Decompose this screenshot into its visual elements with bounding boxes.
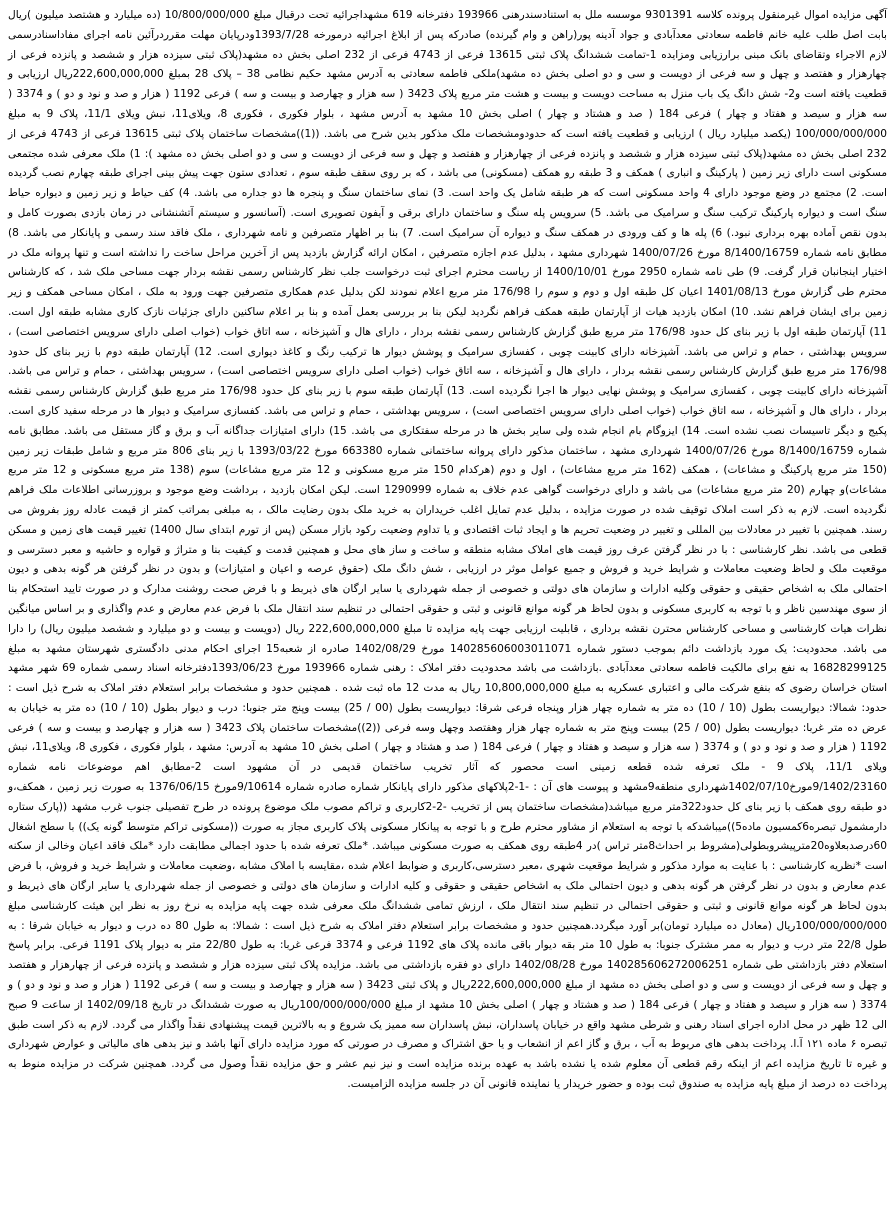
notice-body-text: آگهی مزایده اموال غیرمنقول پرونده کلاسه 9301391 موسسه ملل به استنادسندرهنی 193966 دفترخانه 619 مشهداجرائیه تحت درقبال مبلغ 10/800/000/000 (ده میلیارد و هشتصد میلیون )ریال بابت اصل طلب علیه خانم فاطمه سعادتی معدآبادی و جواد آدینه پور(راهن و وام گیرنده) صادرکه پس از ابلاغ اجرائیه درمورخه 1393/7/28ودرپایان مهلت مقرردرآئین نامه اجرای مفاداسنادرسمی لازم الاجراء وتقاضای بانک مبنی برارزیابی ومزایده 1-تمامت ششدانگ پلاک ثبتی 13615 فرعی از 4743 فرعی از 232 اصلی بخش ده مشهد(پلاک ثبتی سیزده هزار و ششصد و پانزده فرعی از چهارهزار و هفتصد و چهل و سه فرعی از دویست و سی و دو اصلی بخش ده مشهد)ملکی فاطمه سعادتی به آدرس مشهد حکیم نظامی 38 – پلاک 28 بمبلغ 222,600,000,000ریال ارزیابی و قطعیت یافته است و2- شش دانگ یک باب منزل به مساحت دویست و بیست و هشت متر مربع پلاک 3423 ( سه هزار و چهارصد و بیست و سه ) فرعی 1192 ( هزار و صد و نود و دو ) و 3374 ( سه هزار و سیصد و هفتاد و چهار ) فرعی 184 ( صد و هشتاد و چهار ) اصلی بخش 10 مشهد به آدرس مشهد ، بلوار فکوری ، فکوری 8، ویلای11، نبش ویلای 11/1، پلاک 9 به مبلغ 100/000/000/000 (یکصد میلیارد ریال ) ارزیابی و قطعیت یافته است که حدودومشخصات ملک مذکور بدین شرح می باشد. ((1))مشخصات ساختمان پلاک ثبتی 13615 فرعی از 4743 فرعی از 232 اصلی بخش ده مشهد(پلاک ثبتی سیزده هزار و ششصد و پانزده فرعی از چهارهزار و هفتصد و چهل و سه فرعی از دویست و سی و دو اصلی بخش ده مشهد ): 1) ملک معرفی شده مجتمعی مسکونی است دارای زیر زمین ( پارکینگ و انباری ) همکف و 3 طبقه رو همکف (مسکونی) می باشد ، که بر روی سقف طبقه سوم ، تعدادی ستون جهت پیش بینی اجرای طبقه چهارم نصب گردیده است. 2) مجتمع در وضع موجود دارای 4 واحد مسکونی است که هر طبقه شامل یک واحد است. 3) نمای ساختمان سنگ و پنجره ها دو جداره می باشد. 4) کف حیاط و زیر زمین و دیواره حیاط سنگ است و دیواره پارکینگ ترکیب سنگ و سرامیک می باشد. 5) سرویس پله سنگ و ساختمان دارای برقی و آیفون تصویری است. (آسانسور و سیستم آتشنشانی در زمان بازدی بصورت کامل و بدون نقص آماده بهره برداری نبود.) 6) پله ها و کف ورودی در همکف سنگ و دیواره آن سرامیک است. 7) بنا بر اظهار متصرفین و نامه شهرداری ، ملک فاقد سند رسمی و پایانکار می باشد. 8) مطابق نامه شماره 8/1400/16759 مورخ 1400/07/26 شهرداری مشهد ، بدلیل عدم اجازه متصرفین ، امکان ارائه گزارش بازدید پس از آخرین مراحل ساخت را نداشته است و تنها پروانه ملک در اختیار اینجانبان قرار گرفت. 9) طی نامه شماره 2950 مورخ 1400/10/01 از ریاست محترم اجرای ثبت درخواست جلب نظر کارشناس رسمی نقشه بردار جهت مساحی ملک شد ، که کارشناس محترم طی گزارش مورخ 1401/08/13 اعیان کل طبقه اول و دوم و سوم را 176/98 متر مربع اعلام نمودند لکن بدلیل عدم همکاری متصرفین جهت ورود به ملک ، امکان مساحی همکف و زیر زمین برای ایشان فراهم نشد. 10) امکان بازدید هیات از آپارتمان طبقه همکف فراهم نگردید لیکن بنا بر بررسی بعمل آمده و بنا بر اعلام ساکنین دارای جزئیات نازک کاری مشابه طبقه اول است. 11) آپارتمان طبقه اول با زیر بنای کل حدود 176/98 متر مربع طبق گزارش کارشناس رسمی نقشه بردار ، دارای هال و آشپزخانه ، سه اتاق خواب (خواب اصلی دارای سرویس اختصاصی است) ، سرویس بهداشتی ، حمام و تراس می باشد. آشپزخانه دارای کابینت چوبی ، کفسازی سرامیک و پوشش دیوار ها ترکیب رنگ و کاغذ دیواری است. 12) آپارتمان طبقه دوم با زیر بنای کل حدود 176/98 متر مربع طبق گزارش کارشناس رسمی نقشه بردار ، دارای هال و آشپزخانه ، سه اتاق خواب (خواب اصلی دارای سرویس اختصاصی است) ، سرویس بهداشتی ، حمام و تراس می باشد. آشپزخانه دارای کابینت چوبی ، کفسازی سرامیک و پوشش نهایی دیوار ها اجرا نگردیده است. 13) آپارتمان طبقه سوم با زیر بنای کل حدود 176/98 متر مربع طبق گزارش کارشناس رسمی نقشه بردار ، دارای هال و آشپزخانه ، سه اتاق خواب (خواب اصلی دارای سرویس اختصاصی است) ، سرویس بهداشتی ، حمام و تراس می باشد. کفسازی سرامیک و دیوار ها در مرحله سفید کاری است. پکیج و دیگر تاسیسات نصب نشده است. 14) ایزوگام بام انجام شده ولی سایر بخش ها در مرحله سفتکاری می باشد. 15) دارای امتیازات جداگانه آب و برق و گاز مستقل می باشد. مطابق نامه شماره 8/1400/16759 مورخ 1400/07/26 شهرداری مشهد ، ساختمان مذکور دارای پروانه ساختمانی شماره 663380 مورخ 1393/03/22 با زیر بنای 806 متر مربع و شامل طبقات زیر زمین (150 متر مربع پارکینگ و مشاعات) ، همکف (162 متر مربع مشاعات) ، اول و دوم (هرکدام 150 متر مربع مسکونی و 12 متر مربع مشاعات) سوم (138 متر مربع مسکونی و 12 متر مربع مشاعات)و چهارم (20 متر مربع مشاعات) می باشد و دارای درخواست گواهی عدم خلاف به شماره 1290999 است. لیکن امکان بازدید ، برداشت وضع موجود و بروزرسانی اطلاعات ملک فراهم نگردیده است. لازم به ذکر است املاک توقیف شده در صورت مزایده ، بدلیل عدم تمایل اغلب خریداران به خرید ملک بدون رضایت مالک ، به مبلغی بمراتب کمتر از قیمت عادله روز بفروش می رسند. همچنین با تغییر در معادلات بین المللی و تغییر در وضعیت تحریم ها و ایجاد ثبات اقتصادی و یا تداوم وضعیت رکود بازار مسکن (پس از تورم ابتدای سال 1400) تغییر قیمت های زمین و مسکن قطعی می باشد. نظر کارشناسی : با در نظر گرفتن عرف روز قیمت های املاک مشابه منطقه و ساخت و ساز های محل و همچنین قدمت و کیفیت بنا و متراژ و قواره و حاشیه و معبر دسترسی و موقعیت ملک و لحاظ وضعیت معاملات و شرایط خرید و فروش و جمیع عوامل موثر در ارزیابی ، شش دانگ ملک (حقوق عرصه و اعیان و امتیازات) و بدون در نظر گرفتن هر گونه بدهی و دیون احتمالی ملک به اشخاص حقیقی و حقوقی وکلیه ادارات و سازمان های دولتی و خصوصی از جمله شهرداری یا سایر ارگان های ذیربط و با فرض صحت روشنت مدارک و در صورت تایید استحکام بنا از سوی مهندسین ناظر و با توجه به کاربری مسکونی و بدون لحاظ هر گونه موانع قانونی و ثبتی و حقوقی احتمالی در تنظیم سند انتقال ملک با فرض عدم معارض و عدم واگذاری و بر اساس میانگین نظرات هیات کارشناسی و مساحی کارشناس محترن نقشه برداری ، قابلیت ارزیابی جهت پایه مزایده تا مبلغ 222,600,000,000 ریال (دویست و بیست و دو میلیارد و ششصد میلیون ریال) را دارا می باشد. محدودیت: یک مورد بازداشت دائم بموجب دستور شماره 140285606003011071 مورخ 1402/08/29 صادره از شعبه15 اجرای احکام مدنی دادگستری شهرستان مشهد به مبلغ 16828299125 به نفع برای مالکیت فاطمه سعادتی معدآبادی .بازداشت می باشد محدودیت دفتر املاک : رهنی شماره 193966 مورخ 1393/06/23دفترخانه اسناد رسمی شماره 69 شهر مشهد استان خراسان رضوی که بنفع شرکت مالی و اعتباری عسکریه به مبلغ 10,800,000,000 ریال به مدت 12 ماه ثبت شده . همچنین حدود و مشخصات برابر استعلام دفتر املاک به شرح ذیل است : حدود: شمالا: دیواریست بطول (10 / 10) ده متر به شماره چهار هزار وپنجاه فرعی شرقا: دیواریست بطول (00 / 25) بیست وپنج متر جنوبا: درب و دیوار بطول (10 / 10) ده متر به خیابان به عرض ده متر غربا: دیواریست بطول (00 / 25) بیست وپنج متر به شماره چهار هزار وهفتصد وچهل وسه فرعی ((2))مشخصات ساختمان پلاک 3423 ( سه هزار و چهارصد و بیست و سه ) فرعی 1192 ( هزار و صد و نود و دو ) و 3374 ( سه هزار و سیصد و هفتاد و چهار ) فرعی 184 ( صد و هشتاد و چهار ) اصلی بخش 10 مشهد به آدرس: مشهد ، بلوار فکوری ، فکوری 8، ویلای11، نبش ویلای 11/1، پلاک 9 - ملک تعرفه شده قطعه زمینی است محصور که آثار تخریب ساختمان قدیمی در آن مشهود است 2-مطابق اهم موضوعات نامه شماره 9/1402/23160مورخ1402/07/10شهرداری منطقه9مشهد و پیوست های آن : -1-2پلاکهای مذکور دارای پایانکار شماره صادره شماره 9/10614مورخ 1376/06/15 به صورت زیر زمین ، همکف،و دو طبقه روی همکف با زیر بنای کل حدود322متر مربع میباشد(مشخصات ساختمان پس از تخریب -2-2کاربری و تراکم مصوب ملک موضوع پرونده در طرح تفصیلی جنوب غرب مشهد ((پارک ستاره دارمشمول تبصره6کمسیون ماده5))میباشدکه با توجه به استعلام از مشاور محترم طرح و با توجه به پیانکار مسکونی پلاک کاربری مجاز به صورت ((مسکونی تراکم متوسط گونه یک)) با سطح اشغال 60درصدبعلاوه20مترپیشروبطولی(مشروط بر احداث8متر تراس )در 4طبقه روی همکف به صورت مسکونی میباشد. *ملک تعرفه شده با حدود اجمالی مطابقت دارد *ملک فاقد اعیان وخالی از سکنه است *نظریه کارشناسی : با عنایت به موارد مذکور و شرایط موقعیت شهری ،معبر دسترسی،کاربری و ضوابط اعلام شده ،مقایسه با املاک مشابه ،وضعیت معاملات و شرایط خرید و فروش، با فرض عدم معارض و بدون در نظر گرفتن هر گونه بدهی و دیون احتمالی ملک به اشخاص حقیقی و حقوقی و کلیه ادارات و سازمان های دولتی و خصوصی از جمله شهرداری یا سایر ارگان های ذیربط و بدون لحاظ هر گونه موانع قانونی و ثبتی و حقوقی احتمالی در تنظیم سند انتقال ملک ، ارزش تمامی ششدانگ ملک معرفی شده جهت پایه مزایده به نرخ روز به نظر این هیئت کارشناسی مبلغ 100/000/000/000ریال (معادل ده میلیارد تومان)بر آورد میگردد.همچنین حدود و مشخصات برابر استعلام دفتر املاک به شرح ذیل است : شمالا: به طول 80 ده درب و دیوار به خیابان شرقا : به طول 22/8 متر درب و دیوار به ممر مشترک جنوبا: به طول 10 متر بقه دیوار باقی مانده پلاک های 1192 فرعی و 3374 فرعی غربا: به طول 22/80 متر به دیوار پلاک 1191 فرعی. برابر پاسخ استعلام دفتر بازداشتی طی شماره 140285606272006251 مورخ 1402/08/28 دارای دو فقره بازداشتی می باشد. مزایده پلاک ثبتی سیزده هزار و ششصد و پانزده فرعی از چهارهزار و هفتصد و چهل و سه فرعی از دویست و سی و دو اصلی بخش ده مشهد از مبلغ 222,600,000,000ریال و پلاک ثبتی 3423 ( سه هزار و چهارصد و بیست و سه ) فرعی 1192 ( هزار و صد و نود و دو ) و 3374 ( سه هزار و سیصد و هفتاد و چهار ) فرعی 184 ( صد و هشتاد و چهار ) اصلی بخش 10 مشهد از مبلغ 100/000/000/000ریال به صورت ششدانگ در تاریخ 1402/09/18 از ساعت 9 صبح الی 12 ظهر در محل اداره اجرای اسناد رهنی و شرطی مشهد واقع در خیابان پاسداران، نبش پاسداران سه ممیز یک شروع و به بالاترین قیمت پیشنهادی نقداً واگذار می گردد. لازم به ذکر است طبق تبصره ۶ ماده ۱۲۱ آ.ا. پرداخت بدهی های مربوط به آب ، برق و گاز اعم از انشعاب و یا حق اشتراک و مصرف در صورتی که مورد مزایده دارای آنها باشد و نیز بدهی های مالیاتی و عوارض شهرداری و غیره تا تاریخ مزایده اعم از اینکه رقم قطعی آن معلوم شده یا نشده باشد به عهده برنده مزایده است و نیز نیم عشر و حق مزایده نقداً وصول می گردد. همچنین شرکت در مزایده منوط به پرداخت ده درصد از مبلغ پایه مزایده به صندوق ثبت بوده و حضور خریدار یا نماینده قانونی آن در جلسه مزایده الزامیست. [8, 9, 888, 1091]
